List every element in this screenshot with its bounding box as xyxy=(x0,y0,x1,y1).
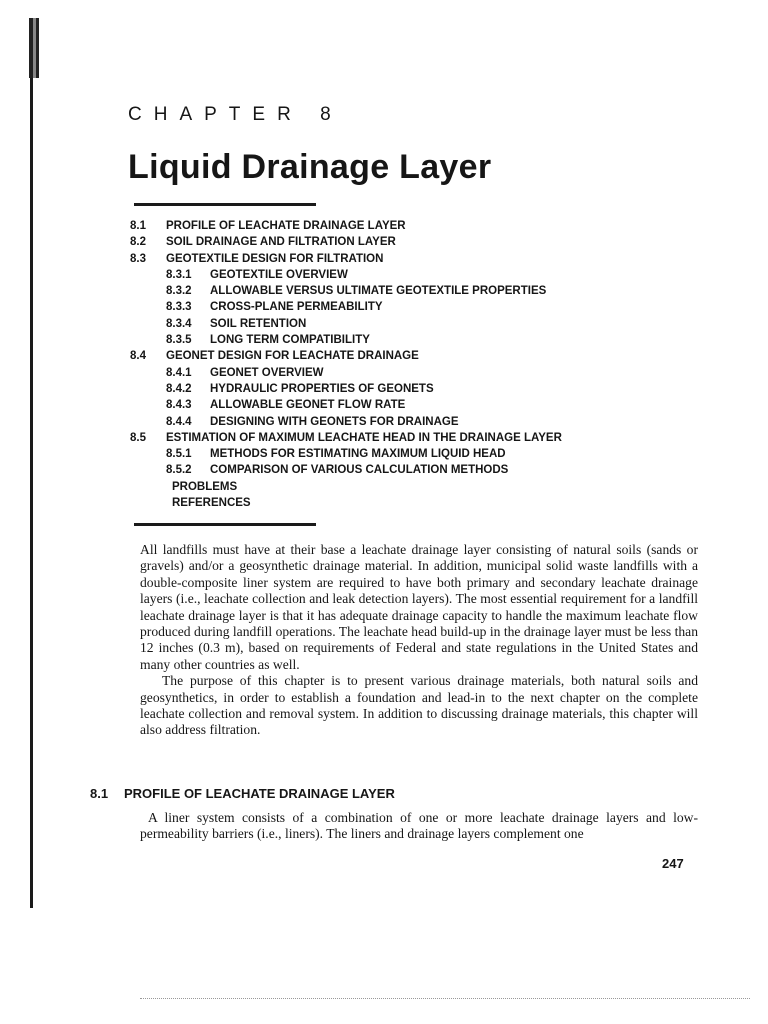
toc-item xyxy=(130,218,650,234)
toc-subitem xyxy=(130,299,650,315)
toc-title: PROFILE OF LEACHATE DRAINAGE LAYER xyxy=(166,220,406,232)
toc-number: 8.4.4 xyxy=(166,415,192,428)
chapter-label: CHAPTER 8 xyxy=(128,104,343,125)
toc-title: GEOTEXTILE DESIGN FOR FILTRATION xyxy=(166,252,384,265)
toc-item xyxy=(130,234,650,250)
toc-item-problems xyxy=(130,479,650,495)
section-number: 8.1 xyxy=(90,786,109,801)
toc-title: HYDRAULIC PROPERTIES OF GEONETS xyxy=(210,382,434,395)
chapter-title: Liquid Drainage Layer xyxy=(128,148,492,186)
toc-number: 8.4 xyxy=(130,350,146,363)
section-heading xyxy=(90,786,395,801)
chapter-contents xyxy=(130,218,650,511)
intro-paragraph: The purpose of this chapter is to present various drainage materials, both natural soils and geosynthetics, in order to establish a foundation and lead-in to the next chapter on the complete leachate collection and removal system. In addition to discussing drainage materials, this chapter will also address filtration. xyxy=(140,673,698,738)
toc-subitem xyxy=(130,332,650,348)
toc-number: 8.4.2 xyxy=(166,382,192,395)
toc-title: ALLOWABLE GEONET FLOW RATE xyxy=(210,399,406,412)
toc-title: REFERENCES xyxy=(172,497,251,510)
toc-number: 8.3 xyxy=(130,252,146,265)
top-divider xyxy=(134,203,316,206)
intro-text xyxy=(140,542,698,739)
toc-number: 8.5.1 xyxy=(166,448,192,461)
toc-subitem xyxy=(130,267,650,283)
toc-title: GEOTEXTILE OVERVIEW xyxy=(210,268,348,281)
bottom-divider xyxy=(134,523,316,526)
toc-title: SOIL DRAINAGE AND FILTRATION LAYER xyxy=(166,236,396,249)
toc-subitem xyxy=(130,381,650,397)
toc-subitem xyxy=(130,414,650,430)
section-paragraph: A liner system consists of a combination of one or more leachate drainage layers and low-permeability barriers (i.e., liners). The liners and drainage layers complement one xyxy=(140,810,698,842)
toc-number: 8.3.4 xyxy=(166,317,192,330)
toc-title: ESTIMATION OF MAXIMUM LEACHATE HEAD IN THE DRAINAGE LAYER xyxy=(166,431,562,444)
toc-subitem xyxy=(130,365,650,381)
page-number: 247 xyxy=(662,856,684,871)
toc-number: 8.3.5 xyxy=(166,334,192,347)
toc-title: CROSS-PLANE PERMEABILITY xyxy=(210,301,383,314)
toc-title: PROBLEMS xyxy=(172,480,238,493)
toc-item xyxy=(130,430,650,446)
toc-number: 8.3.1 xyxy=(166,268,192,281)
toc-number: 8.5.2 xyxy=(166,464,192,477)
toc-title: DESIGNING WITH GEONETS FOR DRAINAGE xyxy=(210,415,459,428)
toc-item xyxy=(130,348,650,364)
scan-artifact-dots xyxy=(140,998,750,1001)
toc-title: SOIL RETENTION xyxy=(210,317,307,330)
toc-number: 8.5 xyxy=(130,431,146,444)
toc-subitem xyxy=(130,283,650,299)
toc-subitem xyxy=(130,397,650,413)
toc-number: 8.2 xyxy=(130,236,146,249)
toc-number: 8.3.2 xyxy=(166,285,192,298)
toc-title: GEONET OVERVIEW xyxy=(210,366,324,379)
toc-number: 8.4.1 xyxy=(166,366,192,379)
intro-paragraph: All landfills must have at their base a leachate drainage layer consisting of natural soils (sands or gravels) and/or a geosynthetic drainage material. In addition, municipal solid waste landfills with a double-composite liner system are required to have both primary and secondary leachate drainage layers (i.e., leachate collection and leak detection layers). The most essential requirement for a landfill leachate drainage layer is that it has adequate drainage capacity to handle the maximum leachate flow produced during landfill operations. The leachate head build-up in the drainage layer must be less than 12 inches (0.3 m), based on requirements of Federal and state regulations in the United States and many other countries as well. xyxy=(140,542,698,672)
toc-title: COMPARISON OF VARIOUS CALCULATION METHODS xyxy=(210,464,509,477)
toc-title: ALLOWABLE VERSUS ULTIMATE GEOTEXTILE PROPERTIES xyxy=(210,285,547,298)
toc-subitem xyxy=(130,446,650,462)
toc-title: GEONET DESIGN FOR LEACHATE DRAINAGE xyxy=(166,350,419,363)
toc-title: METHODS FOR ESTIMATING MAXIMUM LIQUID HEAD xyxy=(210,448,506,461)
toc-item xyxy=(130,251,650,267)
toc-number: 8.4.3 xyxy=(166,399,192,412)
scan-binding-edge xyxy=(30,18,49,908)
section-title: PROFILE OF LEACHATE DRAINAGE LAYER xyxy=(124,786,395,801)
toc-subitem xyxy=(130,462,650,478)
toc-number: 8.3.3 xyxy=(166,301,192,314)
toc-subitem xyxy=(130,316,650,332)
toc-item-references xyxy=(130,495,650,511)
toc-title: LONG TERM COMPATIBILITY xyxy=(210,334,370,347)
toc-number: 8.1 xyxy=(130,220,146,232)
